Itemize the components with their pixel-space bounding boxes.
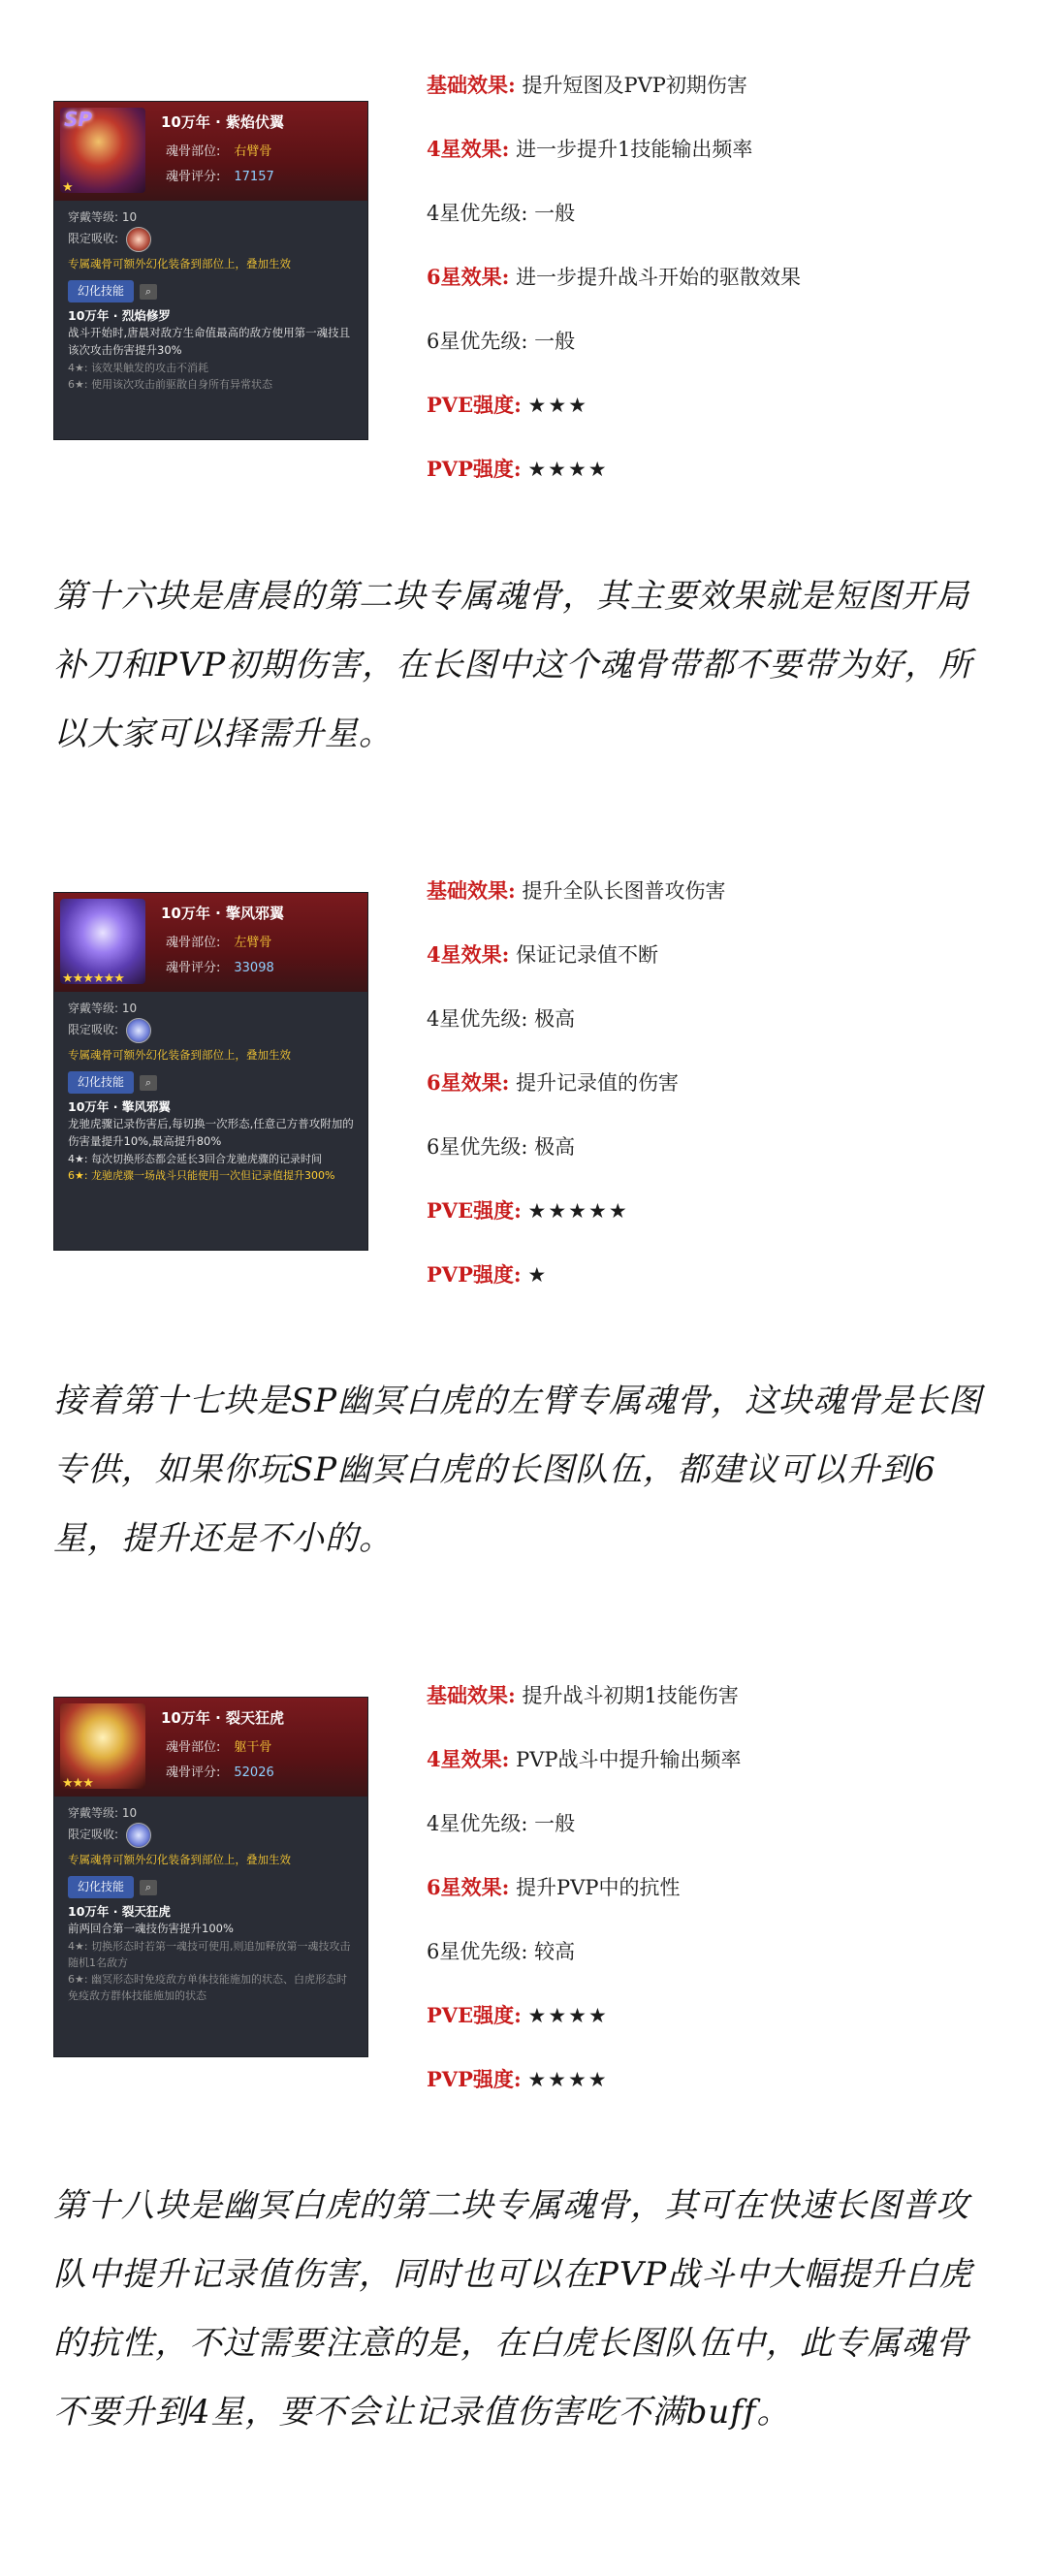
card-title: 10万年 · 裂天狂虎 [161,1709,285,1727]
effect-row: 6星优先级: 一般 [427,330,576,353]
search-icon[interactable]: ⌕ [140,1075,157,1091]
card-body [54,1797,367,2012]
effect-row: PVP强度: ★★★★ [427,2067,609,2091]
wear-level: 穿戴等级: 10 [68,1806,138,1820]
effect-row: 4星优先级: 一般 [427,202,576,225]
soul-bone-card [53,1697,368,2057]
effect-row: 4星效果: PVP战斗中提升输出频率 [427,1747,742,1771]
skill-name: 10万年 · 裂天狂虎 [68,1904,171,1919]
wear-level: 穿戴等级: 10 [68,210,138,224]
star-rating: ★ [62,180,73,195]
card-title: 10万年 · 擎风邪翼 [161,905,285,922]
effect-row: 6星优先级: 极高 [427,1135,576,1159]
skill-name: 10万年 · 烈焰修罗 [68,308,171,323]
limit-label: 限定吸收: [68,1023,119,1037]
skill-6star: 6★: 使用该次攻击前驱散自身所有异常状态 [68,378,273,392]
star-rating: ★★★ [62,1776,93,1791]
avatar [126,1823,151,1848]
skill-button[interactable]: 幻化技能 [68,280,134,302]
skill-name: 10万年 · 擎风邪翼 [68,1099,171,1114]
limit-label: 限定吸收: [68,1828,119,1842]
warning-text: 专属魂骨可额外幻化装备到部位上，叠加生效 [68,1047,291,1062]
sp-badge: SP [64,108,93,131]
skill-6star: 6★: 龙驰虎骤一场战斗只能使用一次但记录值提升300% [68,1169,335,1183]
skill-4star: 4★: 切换形态时若第一魂技可使用,则追加释放第一魂技攻击随机1名敌方 [68,1940,351,1970]
skill-desc: 前两回合第一魂技伤害提升100% [68,1922,234,1936]
effect-row: 6星优先级: 较高 [427,1940,576,1963]
star-rating: ★★★★★★ [62,971,124,986]
effect-row: 6星效果: 提升记录值的伤害 [427,1070,680,1095]
skill-desc: 战斗开始时,唐晨对敌方生命值最高的敌方使用第一魂技且该次攻击伤害提升30% [68,326,351,358]
skill-desc: 龙驰虎骤记录伤害后,每切换一次形态,任意己方普攻附加的伤害量提升10%,最高提升80% [68,1117,354,1149]
effect-row: 4星优先级: 极高 [427,1007,576,1031]
part-row: 魂骨部位: 右臂骨 [166,144,272,159]
limit-label: 限定吸收: [68,232,119,246]
effect-row: PVE强度: ★★★★★ [427,1198,629,1223]
skill-6star: 6★: 幽冥形态时免疫敌方单体技能施加的状态、白虎形态时免疫敌方群体技能施加的状态 [68,1973,348,2003]
score-row: 魂骨评分: 17157 [166,170,274,184]
search-icon[interactable]: ⌕ [140,284,157,300]
effect-row: 4星效果: 保证记录值不断 [427,942,659,967]
effect-row: 基础效果: 提升战斗初期1技能伤害 [427,1683,739,1707]
effect-row: 4星优先级: 一般 [427,1812,576,1835]
part-row: 魂骨部位: 躯干骨 [166,1740,272,1755]
warning-text: 专属魂骨可额外幻化装备到部位上，叠加生效 [68,1852,291,1866]
effect-row: 6星效果: 提升PVP中的抗性 [427,1875,681,1899]
effect-row: PVE强度: ★★★ [427,393,589,417]
paragraph: 接着第十七块是SP幽冥白虎的左臂专属魂骨，这块魂骨是长图专供，如果你玩SP幽冥白虎的长图队伍，都建议可以升到6星，提升还是不小的。 [53,1382,983,1558]
card-title: 10万年 · 紫焰伏翼 [161,113,285,131]
effect-row: PVP强度: ★★★★ [427,457,609,481]
search-icon[interactable]: ⌕ [140,1880,157,1895]
card-header [54,1698,367,1797]
wear-level: 穿戴等级: 10 [68,1002,138,1015]
effect-row: 4星效果: 进一步提升1技能输出频率 [427,137,753,161]
effect-row: PVE强度: ★★★★ [427,2003,609,2027]
skill-button[interactable]: 幻化技能 [68,1071,134,1094]
effect-row: 基础效果: 提升全队长图普攻伤害 [427,878,726,903]
skill-4star: 4★: 每次切换形态都会延长3回合龙驰虎骤的记录时间 [68,1153,323,1165]
skill-4star: 4★: 该效果触发的攻击不消耗 [68,362,209,374]
skill-button[interactable]: 幻化技能 [68,1876,134,1898]
paragraph: 第十八块是幽冥白虎的第二块专属魂骨，其可在快速长图普攻队中提升记录值伤害，同时也可以在PVP战斗中大幅提升白虎的抗性，不过需要注意的是，在白虎长图队伍中，此专属魂骨不要升到4星，要不会让记录值伤害吃不满buff。 [53,2186,973,2432]
score-row: 魂骨评分: 52026 [166,1765,274,1780]
effect-row: 基础效果: 提升短图及PVP初期伤害 [427,73,747,97]
score-row: 魂骨评分: 33098 [166,961,274,975]
paragraph: 第十六块是唐晨的第二块专属魂骨，其主要效果就是短图开局补刀和PVP初期伤害，在长图中这个魂骨带都不要带为好，所以大家可以择需升星。 [53,577,973,753]
effect-row: 6星效果: 进一步提升战斗开始的驱散效果 [427,265,802,289]
effect-row: PVP强度: ★ [427,1262,549,1287]
part-row: 魂骨部位: 左臂骨 [166,936,272,950]
warning-text: 专属魂骨可额外幻化装备到部位上，叠加生效 [68,256,291,270]
